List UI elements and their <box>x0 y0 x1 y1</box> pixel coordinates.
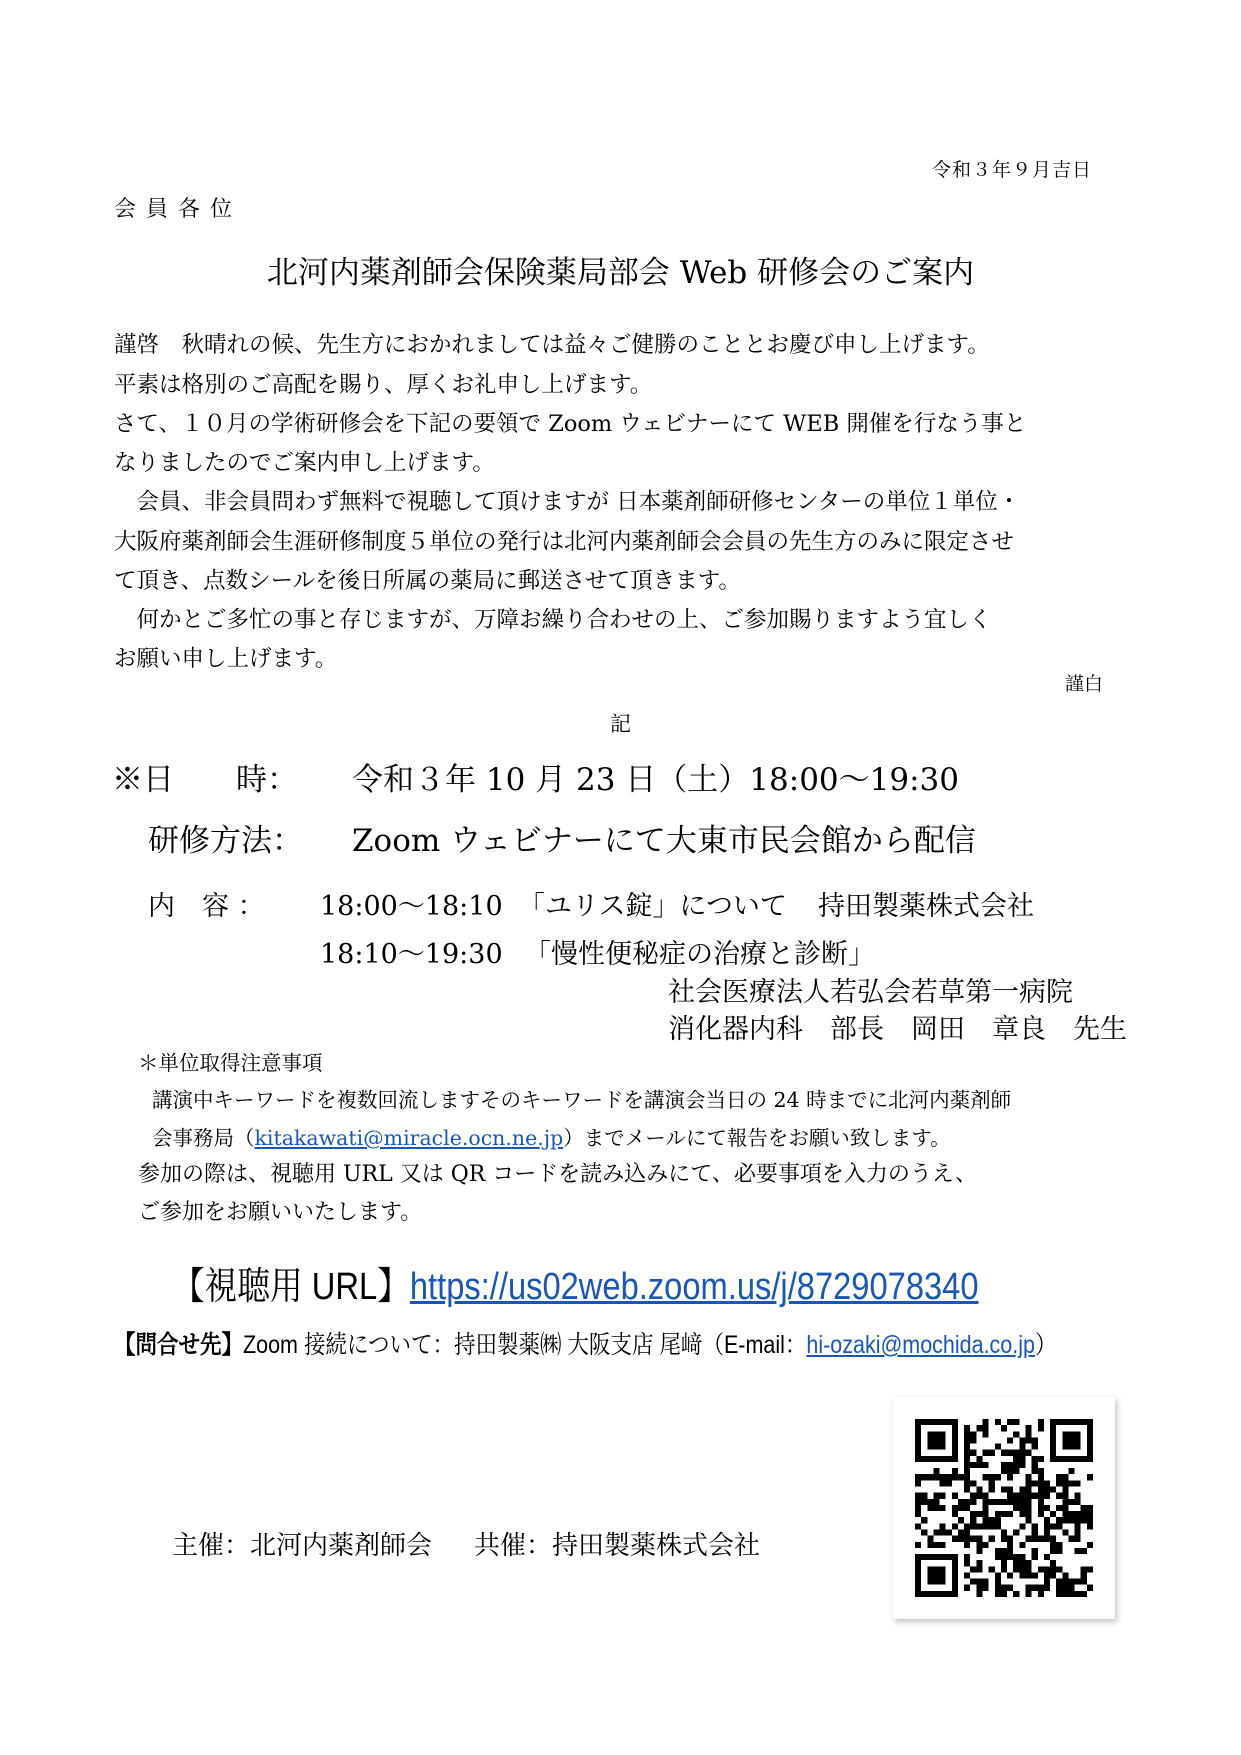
viewing-url-label: 【視聴用 URL】 <box>172 1266 410 1308</box>
ki-heading: 記 <box>610 712 631 736</box>
body-line: 何かとご多忙の事と存じますが、万障お繰り合わせの上、ご参加賜りますよう宜しく <box>114 607 992 633</box>
document-date: 令和３年９月吉日 <box>932 159 1093 181</box>
viewing-url-link[interactable]: https://us02web.zoom.us/j/8729078340 <box>409 1266 979 1308</box>
notes-line-suffix: ）までメールにて報告をお願い致します。 <box>563 1126 951 1150</box>
session2-speaker: 消化器内科 部長 岡田 章良 先生 <box>668 1014 1127 1045</box>
session2-title: 「慢性便秘症の治療と診断」 <box>524 939 875 970</box>
content-label: 内 容 ： <box>148 891 265 922</box>
qr-code-frame[interactable] <box>893 1397 1115 1619</box>
qr-code-icon[interactable] <box>915 1419 1093 1597</box>
contact-label: 【問合せ先】 <box>114 1331 244 1359</box>
notes-line: 参加の際は、視聴用 URL 又は QR コードを読み込みにて、必要事項を入力のうえ、 <box>138 1162 978 1187</box>
host: 主催：北河内薬剤師会 <box>172 1531 433 1561</box>
addressee: 会員各位 <box>114 197 243 222</box>
notes-line-prefix: 会事務局（ <box>152 1126 255 1150</box>
datetime-value: 令和３年 10 月 23 日（土）18:00～19:30 <box>352 762 959 798</box>
session1-speaker: 持田製薬株式会社 <box>818 891 1034 922</box>
body-line: て頂き、点数シールを後日所属の薬局に郵送させて頂きます。 <box>114 568 741 594</box>
body-line: 会員、非会員問わず無料で視聴して頂けますが 日本薬剤師研修センターの単位１単位・ <box>114 489 1021 515</box>
method-value: Zoom ウェビナーにて大東市民会館から配信 <box>352 823 976 859</box>
office-email-link[interactable]: kitakawati@miracle.ocn.ne.jp <box>254 1126 564 1150</box>
session2-org: 社会医療法人若弘会若草第一病院 <box>668 977 1073 1008</box>
contact-line <box>114 1325 1056 1361</box>
body-line: 大阪府薬剤師会生涯研修制度５単位の発行は北河内薬剤師会会員の先生方のみに限定させ <box>114 529 1015 555</box>
closing-word: 謹白 <box>1065 673 1104 695</box>
contact-text: Zoom 接続について：持田製薬㈱ 大阪支店 尾﨑（E-mail： <box>243 1331 807 1359</box>
footer-hosts <box>172 1525 760 1562</box>
body-line: なりましたのでご案内申し上げます。 <box>114 450 495 476</box>
datetime-label: ※日 時： <box>112 762 298 798</box>
contact-close: ） <box>1034 1331 1057 1359</box>
body-line: お願い申し上げます。 <box>114 646 338 672</box>
session2-time: 18:10～19:30 <box>320 939 503 970</box>
notes-line <box>152 1121 951 1151</box>
session1-title: 「ユリス錠」について <box>518 891 787 922</box>
notes-heading: ＊単位取得注意事項 <box>138 1051 323 1075</box>
page-title: 北河内薬剤師会保険薬局部会 Web 研修会のご案内 <box>266 255 975 291</box>
body-line: 平素は格別のご高配を賜り、厚くお礼申し上げます。 <box>114 372 653 398</box>
body-line: 謹啓 秋晴れの候、先生方におかれましては益々ご健勝のこととお慶び申し上げます。 <box>114 332 990 358</box>
cohost: 共催：持田製薬株式会社 <box>474 1531 761 1561</box>
notes-line: 講演中キーワードを複数回流しますそのキーワードを講演会当日の 24 時までに北河内薬剤師 <box>152 1088 1012 1112</box>
notes-line: ご参加をお願いいたします。 <box>138 1200 423 1225</box>
session1-time: 18:00～18:10 <box>320 891 503 922</box>
viewing-url-line <box>172 1255 979 1310</box>
method-label: 研修方法： <box>148 823 303 859</box>
contact-email-link[interactable]: hi-ozaki@mochida.co.jp <box>806 1331 1035 1359</box>
body-line: さて、１０月の学術研修会を下記の要領で Zoom ウェビナーにて WEB 開催を行なう事と <box>114 411 1027 437</box>
